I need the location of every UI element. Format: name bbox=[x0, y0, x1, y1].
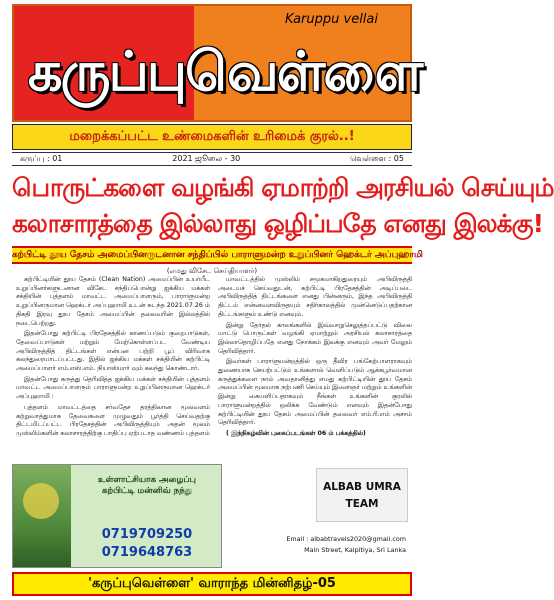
left-ad-title-line-1: உள்ளாட்சியாக அழைப்பு bbox=[97, 475, 197, 485]
headline-line-2: கலாசாரத்தை இல்லாது ஒழிப்பதே எனது இலக்கு! bbox=[12, 209, 543, 238]
article-left-column bbox=[16, 276, 210, 456]
photo-reference: ( இந்நிகழ்வின் புகைப்படங்கள் 06 ம் பக்கத்தில்) bbox=[226, 429, 366, 437]
article-paragraph: புத்தளம் மாவட்டத்தை சர்வதேச தரத்திலான மூலவளம் கற்றுவாத்துமாக தேவைகளை முழுவதும் பூர்த்தி செய்வதற்கு திட்டமிடப்பட்ட பிரதேசத்தின் அபிவிருத்தியும் அதன் மூலம் முஸ்லிம்களின் கலாசாரத்திற்கு பாதிப்பு ஏற்படாத வண்ணம் புத்தளம் bbox=[16, 403, 210, 437]
article-paragraph: இவர்கள் பாராளுமன்றத்தில் ஒரு தீவிர பங்கேற்பாளராகவும் துணையாக செயற்பட்டும் உங்களால் வெளிப்படும் ஆக்கபூர்வமான கருத்துக்களை நாம் அவதானித்து எமது கற்பிட்டியின் தூய தேசம் அமைப்பின் மூலமாக நற்பணி செய்யும் இளைஞர் மற்றும் உங்களின் இன்று கையளிப்பதாகவும் நீங்கள் உங்களின் குரலில் பாராளுமன்றத்தில் ஒலிக்க வேண்டும் எனவும் இதன்போது கற்பிட்டியின் தூய தேசம் அமைப்பின் தலைவர் எம்.ரி.எம் அசாம் தெரிவித்தார். bbox=[218, 358, 412, 427]
headline-line-1: பொருட்களை வழங்கி ஏமாற்றி அரசியல் செய்யும் bbox=[12, 173, 554, 202]
albab-email: Email : albabtravels2020@gmail.com bbox=[286, 535, 406, 543]
subheadline: கற்பிட்டி தூய தேசம் அமைப்பினருடனான சந்திப்பில் பாராளுமன்ற உறுப்பினர் ஹெக்டர் அப்புஹாமி bbox=[12, 246, 412, 264]
advertisement-strip bbox=[12, 464, 412, 568]
article-paragraph: இதன்போது கருத்து தெரிவித்த ஐக்கிய மக்கள் சக்தியின் புத்தளம் மாவட்ட அமைப்பாளரும் பாராளுமன்ற உறுப்பினருமான ஹெக்டர் அப்புஹாமி : bbox=[16, 375, 210, 401]
issue-edition: வெள்ளை : 05 bbox=[350, 154, 404, 163]
reporter-note: (எமது விசேட செய்தியாளர்) bbox=[166, 267, 258, 275]
issue-number: கருப்பு : 01 bbox=[20, 154, 63, 163]
albab-contact bbox=[226, 534, 406, 556]
left-ad-title bbox=[75, 475, 219, 497]
newspaper-title: கருப்புவெள்ளை bbox=[28, 40, 422, 103]
albab-logo-box bbox=[316, 468, 408, 522]
left-advertisement bbox=[12, 464, 222, 568]
albab-logo-line-1: ALBAB UMRA bbox=[323, 481, 401, 493]
left-ad-title-line-2: கற்பிட்டி மன்னிவ் நந்து bbox=[101, 486, 193, 496]
ad-photo-decoration bbox=[23, 483, 59, 519]
newspaper-latin-title: Karuppu vellai bbox=[285, 12, 378, 27]
albab-logo-line-2: TEAM bbox=[345, 498, 379, 510]
masthead bbox=[12, 4, 422, 122]
article-right-column bbox=[218, 276, 412, 456]
right-advertisement bbox=[226, 464, 412, 568]
tagline: மறைக்கப்பட்ட உண்மைகளின் உரிமைக் குரல்..! bbox=[12, 124, 412, 150]
article-paragraph: இன்று தேர்தல் காலங்களில் இவ்வாறுசெலுத்தப்பட்டு விலை மாட்டு பொருட்கள் வழங்கி ஏமாற்றும் அரசியல் கலாசாரத்தை இல்லாதொழிப்பதே எனது நோக்கம் இலக்கு எனவும் அவர் மேலும் தெரிவித்தார். bbox=[218, 321, 412, 355]
ad-photo bbox=[13, 465, 71, 567]
phone-number-1: 0719709250 bbox=[101, 527, 193, 542]
phone-number-2: 0719648763 bbox=[101, 545, 193, 560]
main-headline bbox=[12, 170, 554, 244]
issue-date: 2021 ஜூலை - 30 bbox=[172, 154, 241, 163]
article-paragraph: கற்பிட்டியின் தூய தேசம் (Clean Nation) அமைப்பின் உயர்பீட உறுப்பினர்களுடனான விசேட சந்திப்பொன்று ஐக்கிய மக்கள் சக்தியின் புத்தளம் மாவட்ட அமைப்பாளரும், பாராளுமன்ற உறுப்பினருமான ஹெக்டர் அப்புஹாமி உடன் கடந்த 2021.07.26 ம் திகதி இரவு தூய தேசம் அமைப்பின் தலைவரின் இல்லத்தில் நடைபெற்றது. bbox=[16, 276, 210, 327]
albab-address: Main Street, Kalpitiya, Sri Lanka bbox=[304, 546, 406, 554]
article-columns bbox=[16, 276, 412, 456]
article-paragraph: இதன்போது கற்பிட்டி பிரதேசத்தில் காணப்படும் குறைபாடுகள், தேவைப்பாடுகள் மற்றும் மேற்கொள்ளப்பட வேண்டிய அபிவிருத்தித் திட்டங்கள் என்பன பற்றி பூப் விரிவாக கலந்துரையாடப்பட்டது. இதில் ஐக்கிய மக்கள் சக்தியின் கற்பிட்டி அமைப்பாளர் எம்.எஸ்.எம். நியாஸ்மார் வும் கலந்து கொண்டார். bbox=[16, 330, 210, 373]
article-paragraph: மாவட்டத்தில் முஸ்லிம் சமூகமாகிறதுரையும் அபிவிருத்தி அடையச் செய்வதுடன், கற்பிட்டி பிரதேசத்தின் அடிப்படை அபிவிருத்தித் திட்டங்களை எனது பின்னரும், இந்த அபிவிருத்தி திட்டம் என்னவளவிருதயும் சதிர்காலத்தில் முன்னெடுப்பதற்கான திட்டங்களும் உண்டு எனவும். bbox=[218, 276, 412, 318]
issue-info-line bbox=[12, 152, 412, 166]
footer-banner: 'கருப்புவெள்ளை' வாராந்த மின்னிதழ்-05 bbox=[12, 572, 412, 596]
